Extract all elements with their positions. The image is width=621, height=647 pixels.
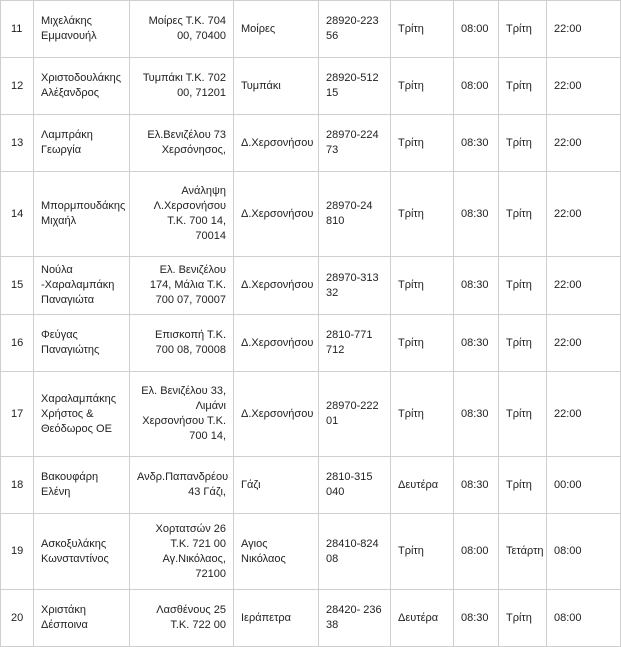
duty-start-time: 08:30 — [454, 257, 499, 315]
pharmacist-name: Ασκοξυλάκης Κωνσταντίνος — [34, 514, 130, 590]
duty-end-time: 22:00 — [547, 1, 621, 58]
pharmacy-area: Δ.Χερσονήσου — [234, 257, 319, 315]
row-number: 11 — [1, 1, 34, 58]
duty-end-day: Τρίτη — [499, 1, 547, 58]
pharmacy-address: Τυμπάκι Τ.Κ. 702 00, 71201 — [130, 58, 234, 115]
row-number: 20 — [1, 590, 34, 647]
duty-end-time: 22:00 — [547, 315, 621, 372]
duty-end-day: Τρίτη — [499, 457, 547, 514]
table-body — [1, 1, 621, 647]
duty-end-time: 22:00 — [547, 257, 621, 315]
duty-start-time: 08:30 — [454, 372, 499, 457]
pharmacy-phone: 2810-315 040 — [319, 457, 391, 514]
duty-start-day: Τρίτη — [391, 372, 454, 457]
pharmacy-phone: 28970-313 32 — [319, 257, 391, 315]
pharmacy-area: Αγιος Νικόλαος — [234, 514, 319, 590]
row-number: 19 — [1, 514, 34, 590]
row-number: 13 — [1, 115, 34, 172]
pharmacy-phone: 28920-223 56 — [319, 1, 391, 58]
duty-end-time: 22:00 — [547, 115, 621, 172]
pharmacy-address: Ελ.Βενιζέλου 73 Χερσόνησος, — [130, 115, 234, 172]
pharmacy-area: Δ.Χερσονήσου — [234, 115, 319, 172]
duty-start-day: Τρίτη — [391, 172, 454, 257]
row-number: 15 — [1, 257, 34, 315]
table-row — [1, 372, 621, 457]
pharmacy-phone: 2810-771 712 — [319, 315, 391, 372]
pharmacy-area: Δ.Χερσονήσου — [234, 315, 319, 372]
duty-end-day: Τρίτη — [499, 372, 547, 457]
table-row — [1, 58, 621, 115]
pharmacy-address: Ανάληψη Λ.Χερσονήσου Τ.Κ. 700 14, 70014 — [130, 172, 234, 257]
duty-start-time: 08:30 — [454, 457, 499, 514]
duty-start-day: Δευτέρα — [391, 590, 454, 647]
pharmacist-name: Χριστοδουλάκης Αλέξανδρος — [34, 58, 130, 115]
pharmacist-name: Φεύγας Παναγιώτης — [34, 315, 130, 372]
duty-end-day: Τρίτη — [499, 590, 547, 647]
duty-end-day: Τρίτη — [499, 58, 547, 115]
pharmacist-name: Βακουφάρη Ελένη — [34, 457, 130, 514]
duty-end-day: Τρίτη — [499, 172, 547, 257]
pharmacy-address: Ελ. Βενιζέλου 33, Λιμάνι Χερσονήσου Τ.Κ. 700 14, — [130, 372, 234, 457]
duty-end-day: Τρίτη — [499, 315, 547, 372]
duty-end-day: Τρίτη — [499, 257, 547, 315]
pharmacy-phone: 28970-222 01 — [319, 372, 391, 457]
row-number: 14 — [1, 172, 34, 257]
table-row — [1, 457, 621, 514]
pharmacist-name: Μπορμπουδάκης Μιχαήλ — [34, 172, 130, 257]
pharmacy-phone: 28420- 236 38 — [319, 590, 391, 647]
pharmacy-address: Ανδρ.Παπανδρέου 43 Γάζι, — [130, 457, 234, 514]
row-number: 16 — [1, 315, 34, 372]
pharmacy-area: Γάζι — [234, 457, 319, 514]
table-row — [1, 257, 621, 315]
duty-end-day: Τρίτη — [499, 115, 547, 172]
duty-start-day: Τρίτη — [391, 58, 454, 115]
row-number: 12 — [1, 58, 34, 115]
pharmacy-area: Δ.Χερσονήσου — [234, 172, 319, 257]
pharmacy-area: Μοίρες — [234, 1, 319, 58]
table-row — [1, 172, 621, 257]
duty-start-time: 08:30 — [454, 172, 499, 257]
duty-start-time: 08:00 — [454, 1, 499, 58]
pharmacist-name: Νούλα -Χαραλαμπάκη Παναγιώτα — [34, 257, 130, 315]
duty-start-day: Τρίτη — [391, 514, 454, 590]
table-row — [1, 590, 621, 647]
duty-end-time: 22:00 — [547, 172, 621, 257]
duty-end-time: 22:00 — [547, 372, 621, 457]
pharmacist-name: Μιχελάκης Εμμανουήλ — [34, 1, 130, 58]
row-number: 18 — [1, 457, 34, 514]
pharmacy-address: Λασθένους 25 Τ.Κ. 722 00 — [130, 590, 234, 647]
pharmacy-address: Επισκοπή Τ.Κ. 700 08, 70008 — [130, 315, 234, 372]
duty-end-day: Τετάρτη — [499, 514, 547, 590]
pharmacy-phone: 28920-512 15 — [319, 58, 391, 115]
table-row — [1, 1, 621, 58]
table-row — [1, 315, 621, 372]
duty-start-time: 08:00 — [454, 58, 499, 115]
table-row — [1, 115, 621, 172]
duty-start-day: Τρίτη — [391, 115, 454, 172]
pharmacy-address: Ελ. Βενιζέλου 174, Μάλια Τ.Κ. 700 07, 70007 — [130, 257, 234, 315]
pharmacy-area: Ιεράπετρα — [234, 590, 319, 647]
duty-end-time: 00:00 — [547, 457, 621, 514]
pharmacy-area: Τυμπάκι — [234, 58, 319, 115]
pharmacy-address: Χορτατσών 26 Τ.Κ. 721 00 Αγ.Νικόλαος, 72100 — [130, 514, 234, 590]
pharmacist-name: Χαραλαμπάκης Χρήστος & Θεόδωρος ΟΕ — [34, 372, 130, 457]
pharmacist-name: Χριστάκη Δέσποινα — [34, 590, 130, 647]
duty-end-time: 08:00 — [547, 590, 621, 647]
table-row — [1, 514, 621, 590]
duty-end-time: 22:00 — [547, 58, 621, 115]
duty-start-day: Δευτέρα — [391, 457, 454, 514]
duty-start-time: 08:30 — [454, 315, 499, 372]
duty-start-time: 08:30 — [454, 590, 499, 647]
pharmacist-name: Λαμπράκη Γεωργία — [34, 115, 130, 172]
pharmacy-phone: 28970-224 73 — [319, 115, 391, 172]
pharmacy-phone: 28410-824 08 — [319, 514, 391, 590]
duty-start-day: Τρίτη — [391, 315, 454, 372]
row-number: 17 — [1, 372, 34, 457]
pharmacy-phone: 28970-24 810 — [319, 172, 391, 257]
duty-start-day: Τρίτη — [391, 1, 454, 58]
duty-start-time: 08:30 — [454, 115, 499, 172]
duty-end-time: 08:00 — [547, 514, 621, 590]
duty-start-time: 08:00 — [454, 514, 499, 590]
pharmacy-address: Μοίρες Τ.Κ. 704 00, 70400 — [130, 1, 234, 58]
pharmacy-area: Δ.Χερσονήσου — [234, 372, 319, 457]
duty-start-day: Τρίτη — [391, 257, 454, 315]
